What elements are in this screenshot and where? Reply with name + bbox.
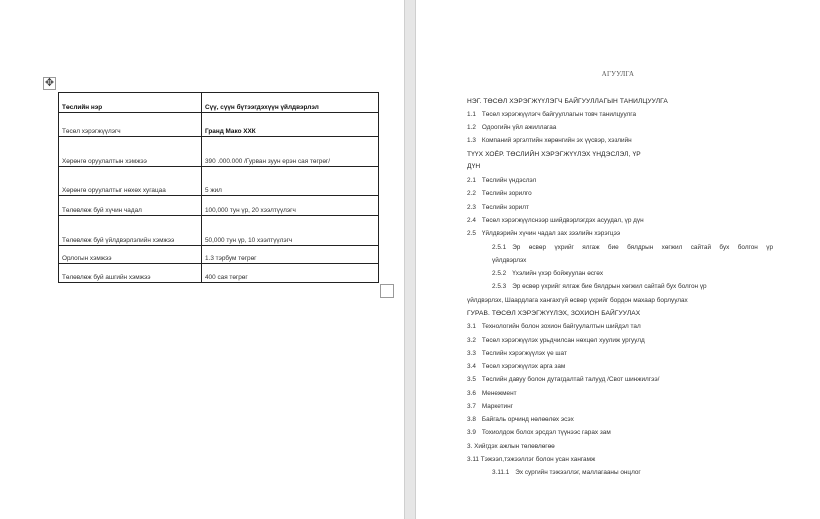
project-info-table	[58, 92, 379, 283]
table-cell-label: Төлөвлөж буй ашгийн хэмжээ	[59, 264, 202, 283]
table-cell-value: 100,000 тун үр, 20 хээлтүүлэгч	[202, 196, 379, 216]
toc-item[interactable]: 2.1 Төслийн үндэслэл	[467, 177, 537, 184]
table-move-handle-icon[interactable]: ✥	[44, 77, 55, 89]
toc-chapter-heading[interactable]: ДҮН	[467, 163, 481, 170]
table-cell-label: Төслийн нэр	[59, 93, 202, 113]
toc-item[interactable]: 2.4 Төсөл хэрэгжүүлснээр шийдвэрлэгдэх асуудал, үр дүн	[467, 217, 644, 224]
table-cell-value: 390 .000.000 /Гурван зуун ерэн сая төгрөг/	[202, 137, 379, 167]
table-cell-value: 5 жил	[202, 167, 379, 196]
toc-item[interactable]: 1.1 Төсөл хэрэгжүүлэгч байгууллагын товч танилцуулга	[467, 111, 636, 118]
table-row	[59, 137, 379, 167]
table-row	[59, 196, 379, 216]
toc-subitem[interactable]: 2.5.2 Үхэлийн үхэр бойжуулан өсгөх	[492, 270, 604, 277]
table-cell-label: Төлөвлөж буй үйлдвэрлэлийн хэмжээ	[59, 216, 202, 246]
toc-item[interactable]: 3.9 Тохиолдож болох эрсдэл түүнээс гарах зам	[467, 429, 611, 436]
toc-item[interactable]: 1.3 Компаний эргэлтийн хөрөнгийн эх үүсвэр, хэзлийн	[467, 137, 632, 144]
toc-item[interactable]: 3.3 Төслийн хэрэгжүүлэх үе шат	[467, 350, 567, 357]
toc-item[interactable]: 3.6 Менежмент	[467, 390, 517, 397]
toc-item[interactable]: 3. Хийгдэх ажлын төлөвлөгөө	[467, 443, 555, 450]
toc-subitem[interactable]: 2.5.1 Эр өсвөр үхрийг ялгаж бие бялдрын хөгжил сайтай бух болгон үр	[492, 244, 773, 251]
page-separator	[404, 0, 416, 519]
toc-title: АГУУЛГА	[601, 71, 635, 78]
table-row	[59, 216, 379, 246]
toc-subitem-continued[interactable]: үйлдвэрлэх, Шаардлага хангахгүй өсвөр үхрийг бордон махаар борлуулах	[467, 297, 688, 304]
toc-subitem-continued[interactable]: үйлдвэрлэх	[492, 257, 527, 264]
table-row	[59, 246, 379, 264]
right-page	[416, 0, 820, 519]
table-row	[59, 93, 379, 113]
toc-item[interactable]: 2.3 Төслийн зорилт	[467, 204, 529, 211]
table-cell-label: Орлогын хэмжээ	[59, 246, 202, 264]
left-page	[0, 0, 404, 519]
toc-item[interactable]: 3.2 Төсөл хэрэгжүүлэх урьдчилсан нөхцөл хуулиж ургуулд	[467, 337, 645, 344]
toc-item[interactable]: 3.11 Тэжээл,тэжээллэг болон усан хангамж	[467, 456, 596, 463]
toc-chapter-heading[interactable]: НЭГ. ТӨСӨЛ ХЭРЭГЖҮҮЛЭГЧ БАЙГУУЛЛАГЫН ТАНИЛЦУУЛГА	[467, 98, 668, 105]
toc-chapter-heading[interactable]: ТҮҮХ ХОЁР. ТӨСЛИЙН ХЭРЭГЖҮҮЛЭХ ҮНДЭСЛЭЛ, ҮР	[467, 151, 641, 158]
table-resize-handle[interactable]	[380, 284, 394, 298]
table-cell-label: Хөрөнгө оруулалтыг нөхөх хугацаа	[59, 167, 202, 196]
table-cell-value: Гранд Мако ХХК	[202, 113, 379, 137]
toc-item[interactable]: 2.5 Үйлдвэрийн хүчин чадал зах зээлийн хэрэгцээ	[467, 230, 621, 237]
toc-item[interactable]: 2.2 Төслийн зорилго	[467, 190, 532, 197]
table-cell-label: Төлөвлөж буй хүчин чадал	[59, 196, 202, 216]
toc-chapter-heading[interactable]: ГУРАВ. ТӨСӨЛ ХЭРЭГЖҮҮЛЭХ, ЗОХИОН БАЙГУУЛАХ	[467, 310, 641, 317]
toc-item[interactable]: 3.8 Байгаль орчинд нөлөөлөх эсэх	[467, 416, 574, 423]
table-cell-value: 1.3 тэрбум төгрөг	[202, 246, 379, 264]
table-cell-label: Төсөл хэрэгжүүлэгч	[59, 113, 202, 137]
toc-item[interactable]: 3.5 Төслийн давуу болон дутагдалтай талууд /Свот шинжилгээ/	[467, 376, 660, 383]
table-cell-label: Хөрөнгө оруулалтын хэмжээ	[59, 137, 202, 167]
toc-item[interactable]: 3.1 Технологийн болон зохион байгуулалтын шийдэл тал	[467, 323, 641, 330]
toc-subitem[interactable]: 3.11.1 Эх сургийн тэжээллэг, маллагааны онцлог	[492, 469, 641, 476]
toc-item[interactable]: 3.4 Төсөл хэрэгжүүлэх арга зам	[467, 363, 566, 370]
toc-item[interactable]: 1.2 Одоогийн үйл ажиллагаа	[467, 124, 557, 131]
toc-subitem[interactable]: 2.5.3 Эр өсвөр үхрийг ялгаж бие бялдрын хөгжил сайтай бух болгон үр	[492, 283, 707, 290]
toc-item[interactable]: 3.7 Маркетинг	[467, 403, 513, 410]
table-row	[59, 113, 379, 137]
table-cell-value: 400 сая төгрөг	[202, 264, 379, 283]
table-row	[59, 264, 379, 283]
table-cell-value: Сүү, сүүн бүтээгдэхүүн үйлдвэрлэл	[202, 93, 379, 113]
table-row	[59, 167, 379, 196]
table-cell-value: 50,000 тун үр, 10 хээлтүүлэгч	[202, 216, 379, 246]
